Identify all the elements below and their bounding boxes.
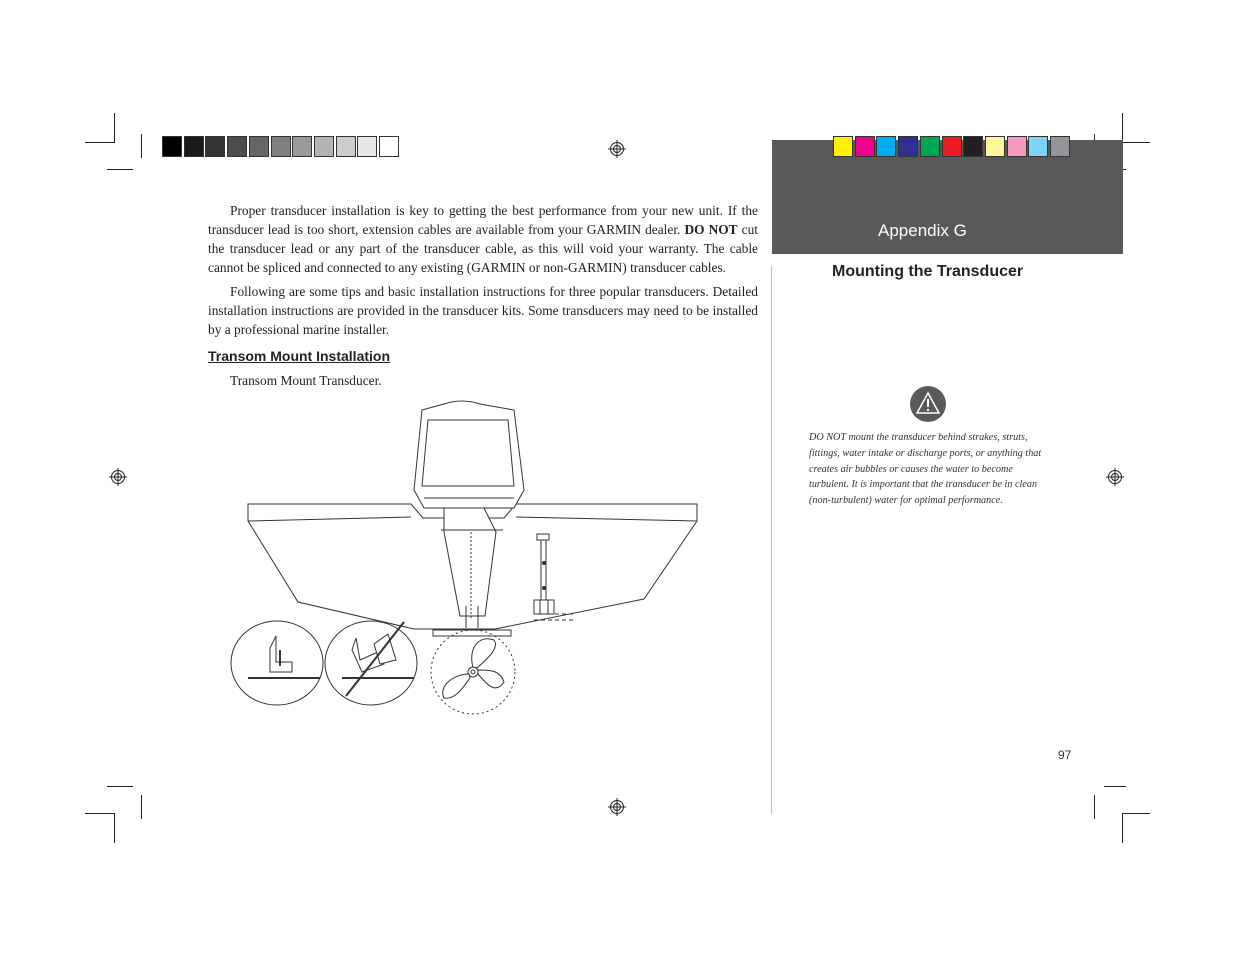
color-swatch: [162, 136, 182, 157]
tips-paragraph: Following are some tips and basic installation instructions for three popular transducers. Detailed installation instructions are provided in the transducer kits. Some transducers may need to be installed by a professional marine installer.: [208, 284, 758, 337]
color-swatch: [876, 136, 896, 157]
color-swatch: [942, 136, 962, 157]
warning-text: DO NOT mount the transducer behind strakes, struts, fittings, water intake or discharge ports, or anything that creates air bubbles or causes the water to become turbulent. It is important that the transducer be in clean (non-turbulent) water for optimal performance.: [809, 432, 1042, 507]
color-swatch: [920, 136, 940, 157]
color-swatch: [898, 136, 918, 157]
section-title: Mounting the Transducer: [832, 263, 1024, 280]
registration-mark-icon: [608, 798, 626, 816]
warning-triangle-icon: [909, 385, 947, 423]
color-swatch: [205, 136, 225, 157]
registration-mark-icon: [109, 468, 127, 486]
color-swatch: [1050, 136, 1070, 157]
appendix-label: Appendix G: [878, 221, 967, 240]
color-swatch: [985, 136, 1005, 157]
color-swatch: [184, 136, 204, 157]
color-swatch: [963, 136, 983, 157]
color-swatch: [336, 136, 356, 157]
column-divider: [771, 266, 772, 814]
color-swatch: [1028, 136, 1048, 157]
color-swatch: [227, 136, 247, 157]
color-swatch: [357, 136, 377, 157]
color-swatch: [271, 136, 291, 157]
color-swatch: [249, 136, 269, 157]
do-not-emphasis: DO NOT: [684, 222, 738, 237]
color-swatch: [379, 136, 399, 157]
intro-paragraph: Proper transducer installation is key to getting the best performance from your new unit. If the transducer lead is too short, extension cables are available from your GARMIN dealer. DO NOT cut the transducer lead or any part of the transducer cable, as this will void your warranty. The cable cannot be spliced and connected to any existing (GARMIN or non-GARMIN) transducer cables.: [208, 203, 758, 275]
transom-mount-illustration: [228, 398, 704, 720]
registration-mark-icon: [608, 140, 626, 158]
color-swatch: [1007, 136, 1027, 157]
page-number: 97: [1058, 748, 1072, 762]
registration-mark-icon: [1106, 468, 1124, 486]
color-swatch: [292, 136, 312, 157]
figure-caption: Transom Mount Transducer.: [230, 373, 382, 388]
color-swatch: [314, 136, 334, 157]
color-swatch: [855, 136, 875, 157]
color-swatch: [833, 136, 853, 157]
transom-mount-heading: Transom Mount Installation: [208, 348, 391, 364]
